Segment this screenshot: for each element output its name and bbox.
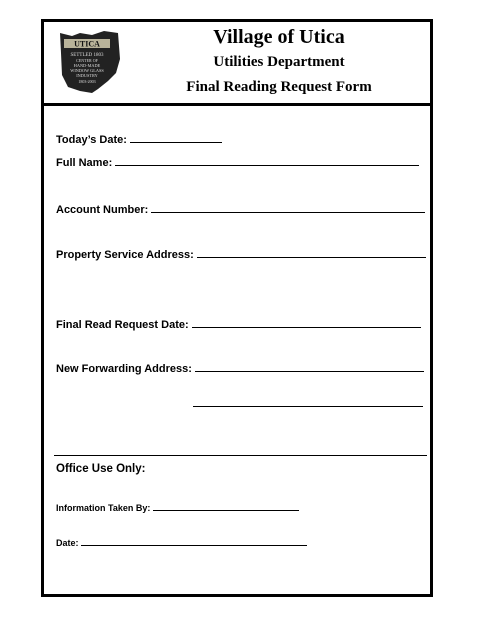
account-number-field bbox=[56, 202, 425, 216]
todays-date-label: Today’s Date: bbox=[56, 134, 127, 146]
office-use-title: Office Use Only: bbox=[56, 463, 146, 475]
svg-text:WINDOW GLASS: WINDOW GLASS bbox=[70, 68, 104, 73]
form-header bbox=[44, 22, 430, 106]
final-read-request-date-field bbox=[56, 317, 421, 331]
svg-text:UTICA: UTICA bbox=[74, 39, 100, 49]
svg-text:SETTLED 1803: SETTLED 1803 bbox=[70, 53, 104, 58]
new-forwarding-address-label: New Forwarding Address: bbox=[56, 363, 192, 375]
ohio-seal-logo bbox=[58, 29, 122, 95]
account-number-label: Account Number: bbox=[56, 204, 149, 216]
office-date-label: Date: bbox=[56, 538, 79, 548]
account-number-line[interactable] bbox=[151, 202, 425, 213]
form-title: Final Reading Request Form bbox=[186, 79, 372, 95]
svg-text:HAND-MADE: HAND-MADE bbox=[73, 63, 101, 68]
office-date-line[interactable] bbox=[81, 537, 307, 546]
property-service-address-label: Property Service Address: bbox=[56, 249, 194, 261]
svg-text:CENTER OF: CENTER OF bbox=[76, 58, 98, 63]
information-taken-by-line[interactable] bbox=[153, 502, 299, 511]
forwarding-address-line-2[interactable] bbox=[193, 406, 423, 407]
information-taken-by-field bbox=[56, 502, 299, 513]
office-divider bbox=[54, 455, 427, 456]
new-forwarding-address-field bbox=[56, 361, 424, 375]
full-name-line[interactable] bbox=[115, 155, 419, 166]
todays-date-field bbox=[56, 132, 222, 146]
full-name-field bbox=[56, 155, 419, 169]
svg-text:1803-2003: 1803-2003 bbox=[78, 79, 96, 84]
information-taken-by-label: Information Taken By: bbox=[56, 503, 151, 513]
new-forwarding-address-line[interactable] bbox=[195, 361, 424, 372]
final-read-request-date-line[interactable] bbox=[192, 317, 421, 328]
todays-date-line[interactable] bbox=[130, 132, 222, 143]
property-service-address-field bbox=[56, 247, 426, 261]
property-service-address-line[interactable] bbox=[197, 247, 426, 258]
full-name-label: Full Name: bbox=[56, 157, 113, 169]
final-read-request-date-label: Final Read Request Date: bbox=[56, 319, 189, 331]
village-title: Village of Utica bbox=[213, 26, 345, 48]
form-frame bbox=[41, 19, 433, 597]
office-date-field bbox=[56, 537, 307, 548]
svg-text:INDUSTRY: INDUSTRY bbox=[76, 73, 98, 78]
department-title: Utilities Department bbox=[213, 54, 345, 70]
